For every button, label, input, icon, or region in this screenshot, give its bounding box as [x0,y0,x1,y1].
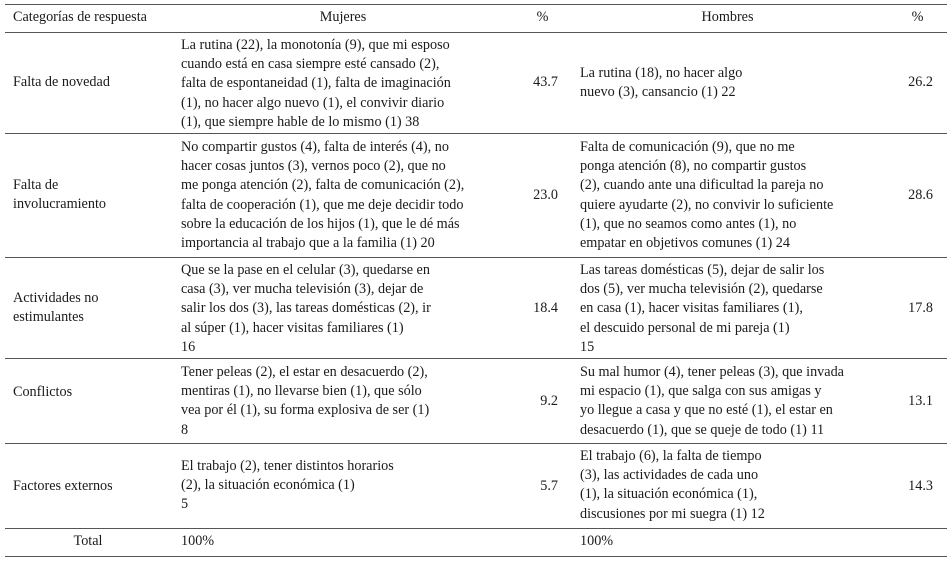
header-rule [5,32,947,33]
row-men-percent: 13.1 [908,393,933,409]
row-rule [5,257,947,258]
row-men-responses: Su mal humor (4), tener peleas (3), que invada mi espacio (1), que salga con sus amigas y yo llegue a casa y que no esté (1), el estar en desacuerdo (1), que se queje de todo (1) 11 [580,364,844,438]
row-rule [5,133,947,134]
row-women-responses: Que se la pase en el celular (3), quedarse en casa (3), ver mucha televisión (3), dejar de salir los dos (3), las tareas domésticas (2), ir al súper (1), hacer visitas familiares (1) 16 [181,262,431,355]
row-men-responses: La rutina (18), no hacer algo nuevo (3), cansancio (1) 22 [580,65,743,101]
header-category: Categorías de respuesta [13,9,147,25]
row-men-responses: El trabajo (6), la falta de tiempo (3), las actividades de cada uno (1), la situación económica (1), discusiones por mi suegra (1) 12 [580,448,765,522]
row-women-responses: No compartir gustos (4), falta de interés (4), no hacer cosas juntos (3), vernos poco (2), que no me ponga atención (2), falta de comunicación (2), falta de cooperación (1), que me deje decidir todo sobre la educación de los hijos (1), que le dé más importancia al trabajo que a la familia (1) 20 [181,139,465,252]
row-men-responses: Las tareas domésticas (5), dejar de salir los dos (5), ver mucha televisión (2), quedarse en casa (1), hacer visitas familiares (1), el descuido personal de mi pareja (1) 15 [580,262,825,355]
row-women-responses: El trabajo (2), tener distintos horarios (2), la situación económica (1) 5 [181,458,394,513]
row-women-percent: 9.2 [540,393,558,409]
row-rule [5,358,947,359]
header-men-percent: % [911,9,924,25]
row-rule [5,443,947,444]
row-women-percent: 23.0 [533,187,558,203]
header-women-percent: % [536,9,549,25]
table-bottom-rule [5,556,947,557]
row-category: Conflictos [13,384,73,400]
row-men-percent: 28.6 [908,187,933,203]
row-men-percent: 17.8 [908,300,933,316]
total-label: Total [73,533,103,549]
row-rule [5,528,947,529]
row-women-percent: 18.4 [533,300,558,316]
row-category: Falta de novedad [13,74,110,90]
row-men-percent: 14.3 [908,478,933,494]
total-men: 100% [580,533,614,549]
row-category: Factores externos [13,478,113,494]
row-category: Actividades no estimulantes [13,290,99,326]
header-women: Mujeres [319,9,367,25]
row-women-responses: La rutina (22), la monotonía (9), que mi esposo cuando está en casa siempre esté cansado (2), falta de espontaneidad (1), falta de imaginación (1), no hacer algo nuevo (1), el convivir diario (1), que siempre hable de lo mismo (1) 38 [181,37,451,130]
row-women-responses: Tener peleas (2), el estar en desacuerdo (2), mentiras (1), no llevarse bien (1), que sólo vea por él (1), su forma explosiva de ser (1) 8 [181,364,430,438]
row-men-percent: 26.2 [908,74,933,90]
table-top-rule [5,4,947,5]
header-men: Hombres [701,9,754,25]
row-category: Falta de involucramiento [13,177,106,213]
row-men-responses: Falta de comunicación (9), que no me ponga atención (8), no compartir gustos (2), cuando ante una dificultad la pareja no quiere ayudarte (2), no convivir lo suficiente (1), que no seamos como antes (1), no empatar en objetivos comunes (1) 24 [580,139,834,252]
row-women-percent: 43.7 [533,74,558,90]
total-women: 100% [181,533,215,549]
row-women-percent: 5.7 [540,478,558,494]
